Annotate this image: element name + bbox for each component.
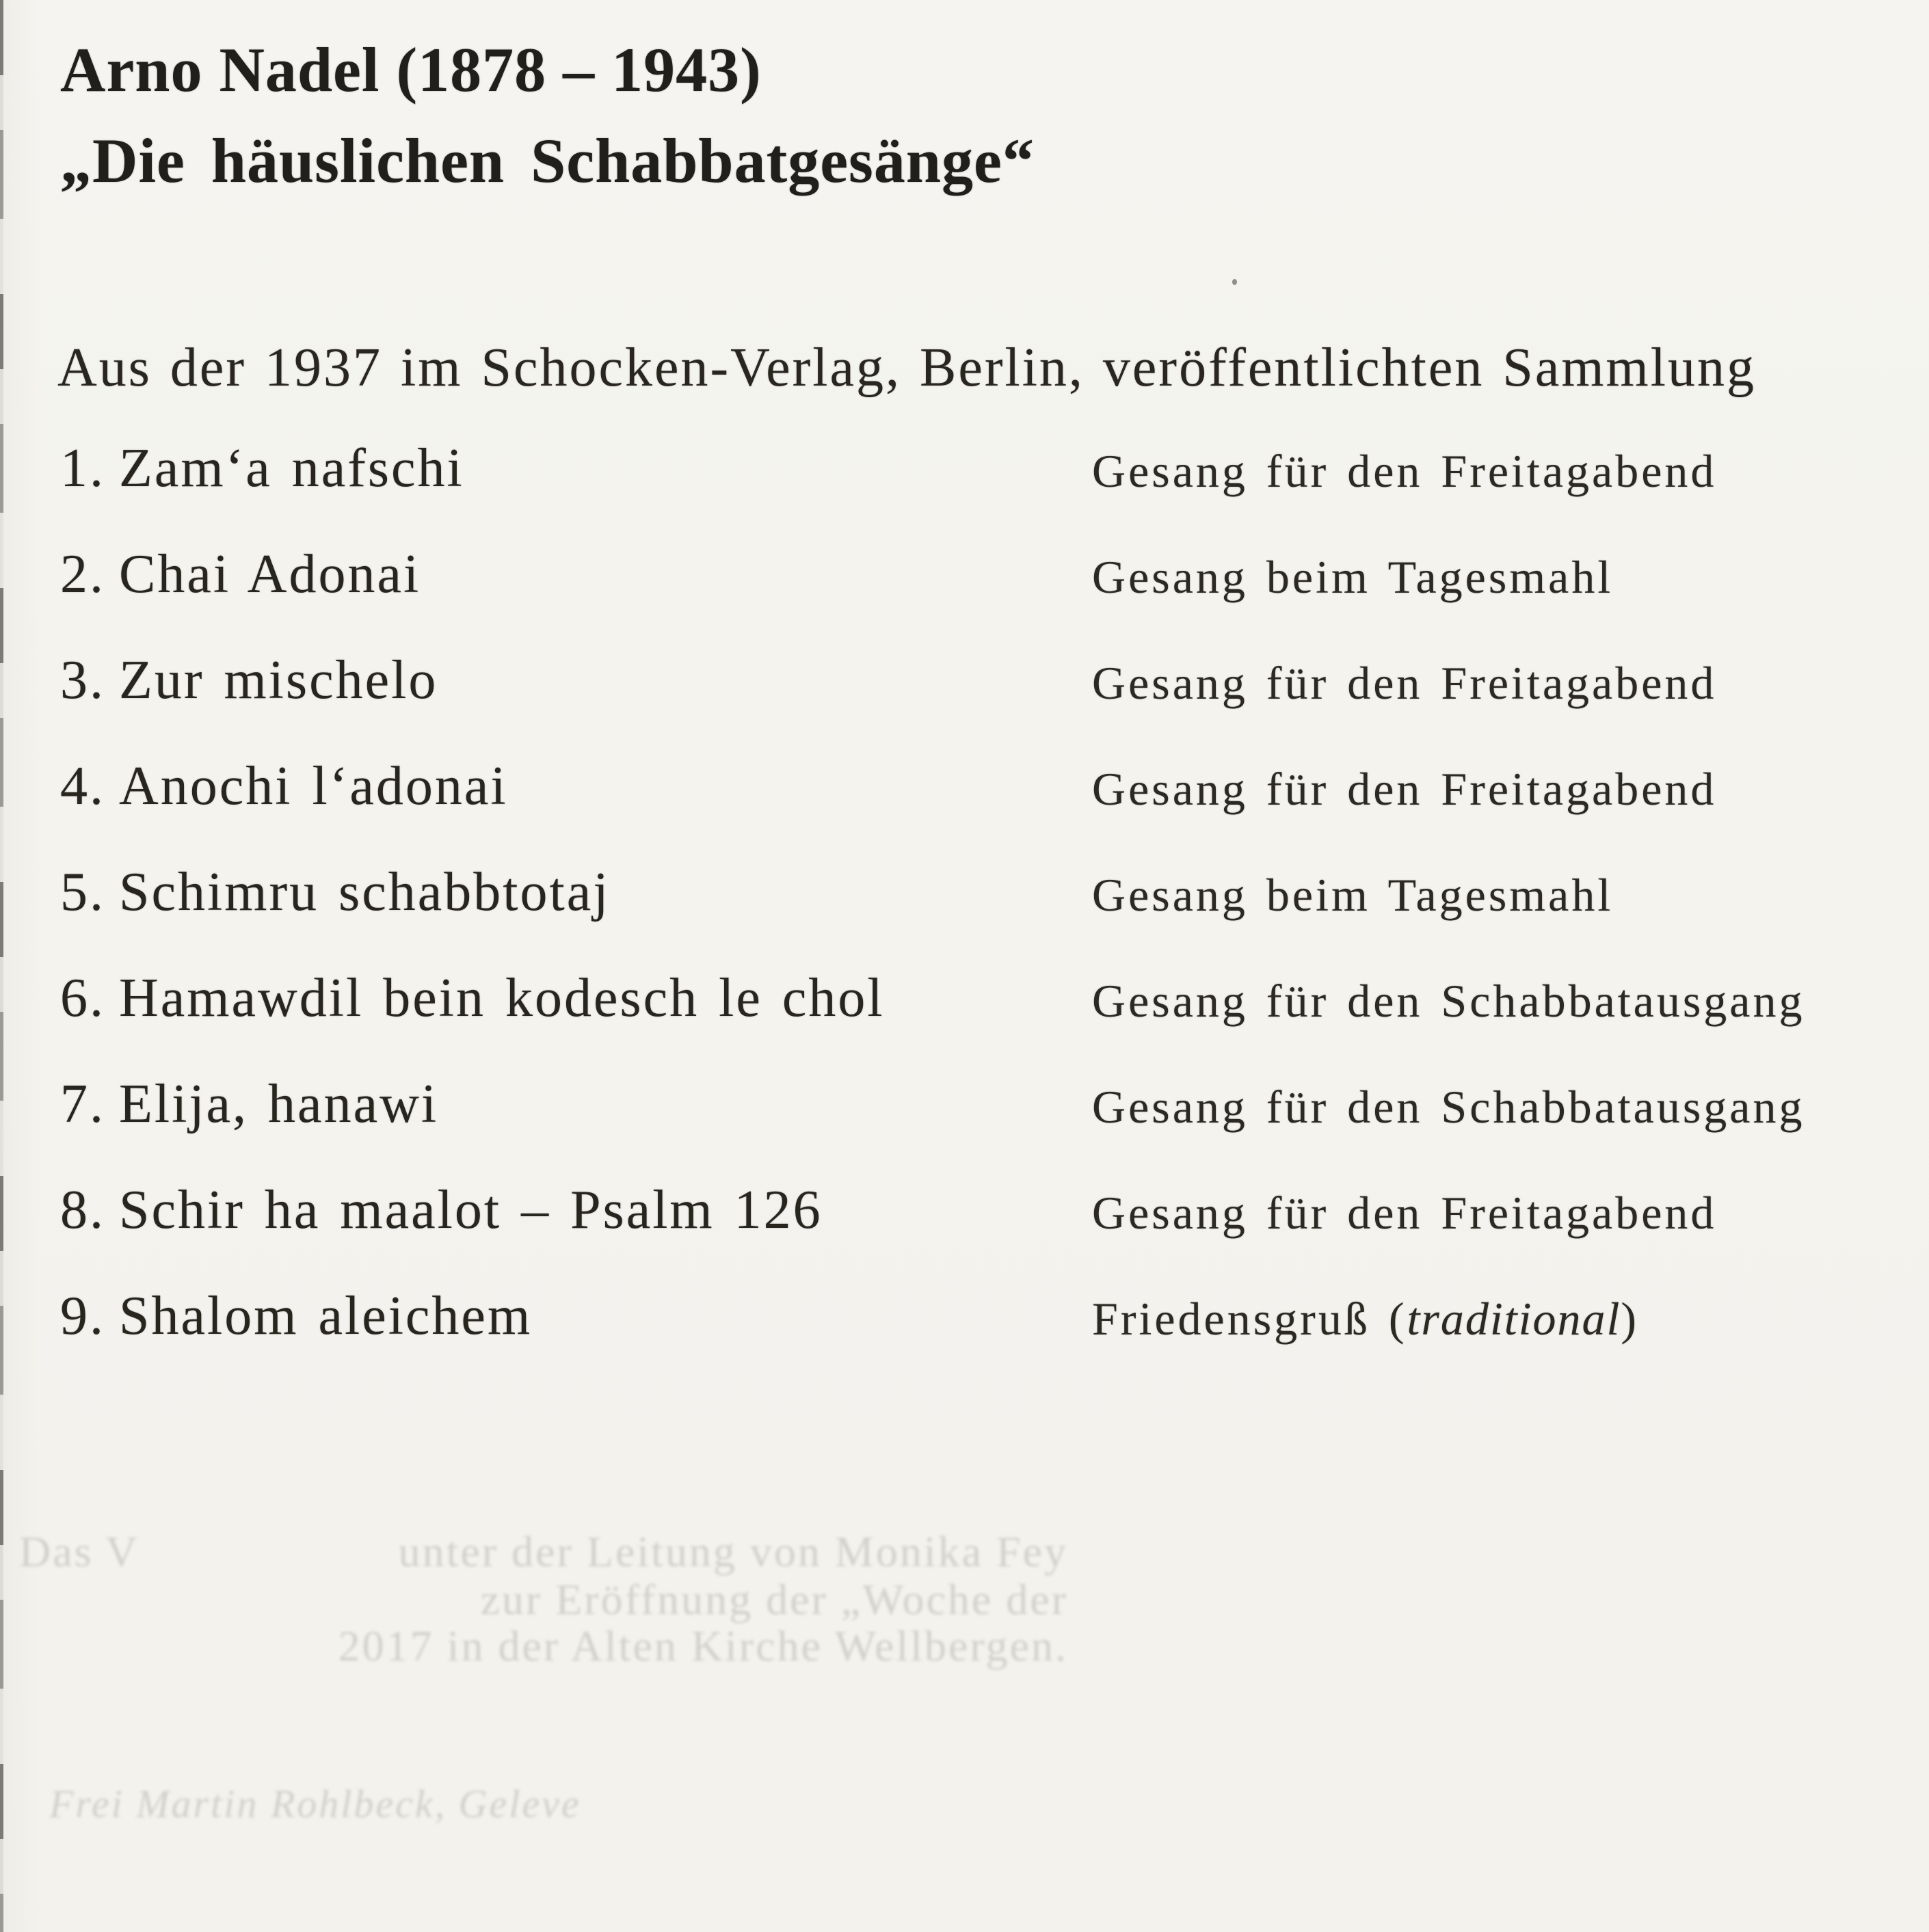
- track-title: [60, 650, 1092, 710]
- track-row: [60, 1180, 1893, 1289]
- page-header: [60, 25, 1035, 207]
- track-row: [60, 862, 1893, 971]
- track-description: Gesang beim Tagesmahl: [1092, 869, 1614, 921]
- track-description: Gesang für den Schabbatausgang: [1092, 975, 1805, 1027]
- track-name: Hamawdil bein kodesch le chol: [119, 968, 885, 1028]
- track-row: [60, 438, 1893, 547]
- track-number: 2.: [60, 544, 105, 604]
- desc-prefix: Friedensgruß (: [1092, 1293, 1407, 1345]
- track-number: 1.: [60, 438, 105, 498]
- track-number: 5.: [60, 862, 105, 922]
- track-description: Gesang beim Tagesmahl: [1092, 551, 1614, 603]
- track-name: Zur mischelo: [119, 650, 438, 710]
- track-title: [60, 1286, 1092, 1346]
- track-description: Gesang für den Schabbatausgang: [1092, 1081, 1805, 1133]
- track-name: Schimru schabbtotaj: [119, 862, 611, 922]
- track-row: [60, 544, 1893, 653]
- track-name: Shalom aleichem: [119, 1286, 533, 1346]
- track-name: Elija, hanawi: [119, 1074, 439, 1134]
- track-row: [60, 756, 1893, 865]
- scan-edge-artifact: [0, 0, 3, 1932]
- bleed-through-line: Frei Martin Rohlbeck, Geleve: [49, 1782, 581, 1826]
- desc-italic-word: traditional: [1407, 1293, 1621, 1345]
- track-number: 4.: [60, 756, 105, 816]
- track-number: 8.: [60, 1180, 105, 1240]
- track-name: Anochi l‘adonai: [119, 756, 508, 816]
- desc-suffix: ): [1621, 1293, 1640, 1345]
- track-description: Gesang für den Freitagabend: [1092, 445, 1717, 497]
- work-title: „Die häuslichen Schabbatgesänge“: [60, 126, 1035, 196]
- bleed-through-line: zur Eröffnung der „Woche der: [480, 1575, 1068, 1624]
- track-row: [60, 968, 1893, 1077]
- track-title: [60, 1074, 1092, 1134]
- track-description: Gesang für den Freitagabend: [1092, 1187, 1717, 1239]
- track-description: Gesang für den Freitagabend: [1092, 763, 1717, 815]
- track-title: [60, 544, 1092, 604]
- track-number: 7.: [60, 1074, 105, 1134]
- track-description: Gesang für den Freitagabend: [1092, 657, 1717, 709]
- track-title: [60, 438, 1092, 498]
- bleed-through-line: 2017 in der Alten Kirche Wellbergen.: [338, 1622, 1068, 1670]
- track-row: [60, 650, 1893, 759]
- track-title: [60, 968, 1092, 1028]
- track-description: [1092, 1289, 1640, 1345]
- track-row: [60, 1074, 1893, 1183]
- track-title: [60, 756, 1092, 816]
- track-number: 9.: [60, 1286, 105, 1346]
- collection-intro-line: Aus der 1937 im Schocken-Verlag, Berlin, veröffentlichten Sammlung: [57, 338, 1757, 398]
- track-list: [60, 438, 1893, 1395]
- track-name: Schir ha maalot – Psalm 126: [119, 1180, 823, 1240]
- scan-speck: [1232, 279, 1237, 285]
- track-row: [60, 1286, 1893, 1395]
- track-number: 3.: [60, 650, 105, 710]
- track-title: [60, 1180, 1092, 1240]
- track-title: [60, 862, 1092, 922]
- composer-name-and-dates: Arno Nadel (1878 – 1943): [60, 35, 762, 105]
- bleed-through-line: Das V: [19, 1527, 139, 1576]
- track-number: 6.: [60, 968, 105, 1028]
- track-name: Zam‘a nafschi: [119, 438, 464, 498]
- track-name: Chai Adonai: [119, 544, 421, 604]
- bleed-through-line: unter der Leitung von Monika Fey: [398, 1527, 1068, 1576]
